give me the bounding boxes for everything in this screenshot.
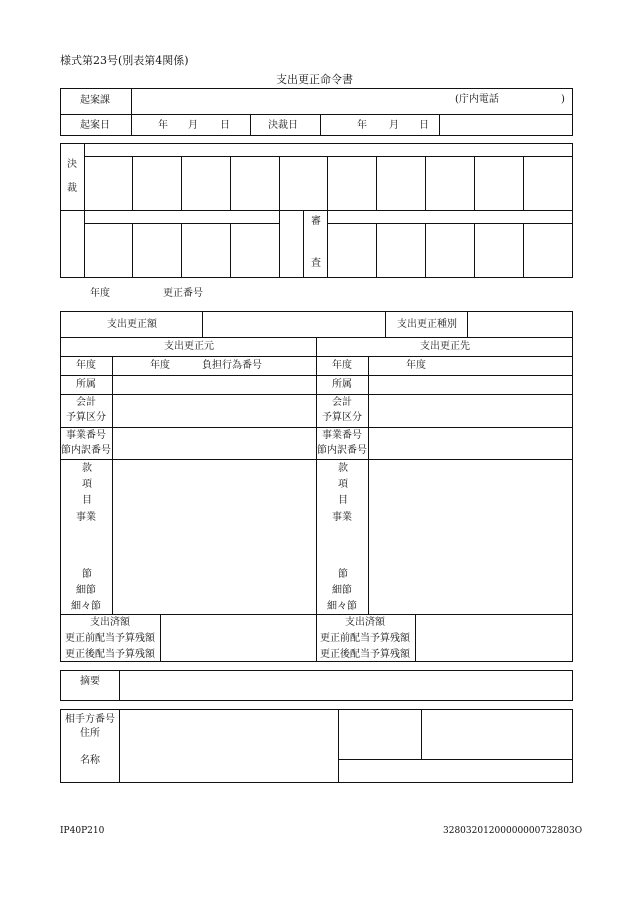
approval-divider xyxy=(327,156,328,278)
dst-setsu-label: 節 xyxy=(338,569,348,580)
dst-project-number-label: 事業番号 xyxy=(322,430,362,441)
dst-kan-label: 款 xyxy=(338,463,348,474)
src-accounting-field[interactable] xyxy=(113,395,315,426)
approval-divider xyxy=(279,156,280,278)
approval-divider xyxy=(181,223,182,278)
partner-number-field[interactable] xyxy=(339,710,420,758)
approval-divider xyxy=(376,156,377,210)
approval-divider xyxy=(84,210,85,278)
src-balance-field[interactable] xyxy=(161,615,315,661)
src-project-field[interactable] xyxy=(113,428,315,458)
partner-number-label: 相手方番号 xyxy=(65,714,115,725)
approval-divider xyxy=(84,143,85,210)
approval-divider xyxy=(376,223,377,278)
src-accounting-label: 会計 xyxy=(76,397,96,408)
partner-name-label: 名称 xyxy=(80,755,100,766)
approval-divider xyxy=(132,223,133,278)
approval-divider xyxy=(230,156,231,210)
dst-balance-field[interactable] xyxy=(416,615,572,661)
decision-date-label: 決裁日 xyxy=(268,120,298,131)
dst-saisetsu-label: 細節 xyxy=(332,585,352,596)
summary-label: 摘要 xyxy=(80,676,100,687)
section-label: 起案課 xyxy=(80,95,110,106)
info-col-divider xyxy=(250,114,251,136)
fiscal-year-label: 年度 xyxy=(90,288,110,299)
src-paid-label: 支出済額 xyxy=(90,617,130,628)
draft-date-label: 起案日 xyxy=(80,120,110,131)
dst-accounting-field[interactable] xyxy=(369,395,572,426)
dest-header: 支出更正先 xyxy=(420,341,470,352)
approval-divider xyxy=(132,156,133,210)
dst-before-balance-label: 更正前配当予算残額 xyxy=(320,633,410,644)
src-saisaisetsu-label: 細々節 xyxy=(71,601,101,612)
src-kou-label: 項 xyxy=(82,479,92,490)
serial-number: 32803201200000000732803O xyxy=(443,826,583,836)
decision-year: 年 xyxy=(357,120,367,131)
src-after-balance-label: 更正後配当予算残額 xyxy=(65,649,155,660)
src-affiliation-label: 所属 xyxy=(76,379,96,390)
draft-year: 年 xyxy=(158,120,168,131)
src-kan-label: 款 xyxy=(82,463,92,474)
dst-section-detail-label: 節内訳番号 xyxy=(317,445,367,456)
partner-address-field[interactable] xyxy=(120,710,337,782)
form-code: IP40P210 xyxy=(60,826,105,836)
src-affiliation-field[interactable] xyxy=(113,376,315,393)
approval-divider xyxy=(425,223,426,278)
dst-jigyo-label: 事業 xyxy=(332,512,352,523)
approval-divider xyxy=(181,156,182,210)
decision-label-2: 裁 xyxy=(67,183,77,194)
decision-day: 日 xyxy=(419,120,429,131)
src-jigyo-label: 事業 xyxy=(76,512,96,523)
main-col-line xyxy=(385,311,386,337)
dst-after-balance-label: 更正後配当予算残額 xyxy=(320,649,410,660)
dst-affiliation-label: 所属 xyxy=(332,379,352,390)
src-saisetsu-label: 細節 xyxy=(76,585,96,596)
review-label-1: 審 xyxy=(311,216,321,227)
approval-divider xyxy=(425,156,426,210)
src-budget-class-label: 予算区分 xyxy=(66,412,106,423)
approval-divider xyxy=(523,156,524,210)
phone-label: (庁内電話 xyxy=(455,94,499,105)
dst-budget-class-label: 予算区分 xyxy=(322,412,362,423)
approval-divider xyxy=(303,210,304,278)
src-year-value-label: 年度 xyxy=(150,360,170,371)
review-label-2: 査 xyxy=(311,258,321,269)
amount-field[interactable] xyxy=(203,312,384,336)
page-title: 支出更正命令書 xyxy=(276,73,353,86)
approval-divider xyxy=(327,223,573,224)
correction-number-label: 更正番号 xyxy=(163,288,203,299)
approval-divider xyxy=(84,156,573,157)
partner-name-field[interactable] xyxy=(339,760,572,782)
partner-extra-field[interactable] xyxy=(422,710,572,758)
src-budget-items-field[interactable] xyxy=(113,460,315,613)
src-year-label: 年度 xyxy=(76,360,96,371)
src-moku-label: 目 xyxy=(82,495,92,506)
dst-project-field[interactable] xyxy=(369,428,572,458)
decision-month: 月 xyxy=(389,120,399,131)
decision-label-1: 決 xyxy=(67,159,77,170)
dst-kou-label: 項 xyxy=(338,479,348,490)
summary-field[interactable] xyxy=(120,671,572,700)
src-setsu-label: 節 xyxy=(82,569,92,580)
src-before-balance-label: 更正前配当予算残額 xyxy=(65,633,155,644)
dst-moku-label: 目 xyxy=(338,495,348,506)
form-number: 様式第23号(別表第4関係) xyxy=(60,54,189,67)
draft-day: 日 xyxy=(220,120,230,131)
dst-affiliation-field[interactable] xyxy=(369,376,572,393)
approval-divider xyxy=(230,223,231,278)
approval-divider xyxy=(523,223,524,278)
approval-divider xyxy=(474,223,475,278)
dst-paid-label: 支出済額 xyxy=(345,617,385,628)
main-row-line xyxy=(60,356,573,357)
type-field[interactable] xyxy=(468,312,572,336)
dst-saisaisetsu-label: 細々節 xyxy=(327,601,357,612)
phone-close: ) xyxy=(561,94,565,105)
type-label: 支出更正種別 xyxy=(397,319,457,330)
dst-year-value-label: 年度 xyxy=(406,360,426,371)
src-section-detail-label: 節内訳番号 xyxy=(61,445,111,456)
source-header: 支出更正元 xyxy=(164,341,214,352)
approval-divider xyxy=(60,210,573,211)
section-field[interactable] xyxy=(132,89,572,113)
partner-address-label: 住所 xyxy=(80,728,100,739)
src-project-number-label: 事業番号 xyxy=(66,430,106,441)
burden-number-label: 負担行為番号 xyxy=(202,360,262,371)
amount-label: 支出更正額 xyxy=(107,319,157,330)
approval-divider xyxy=(474,156,475,210)
dst-year-label: 年度 xyxy=(332,360,352,371)
info-col-divider xyxy=(439,114,440,136)
dst-accounting-label: 会計 xyxy=(332,397,352,408)
draft-month: 月 xyxy=(188,120,198,131)
dst-budget-items-field[interactable] xyxy=(369,460,572,613)
